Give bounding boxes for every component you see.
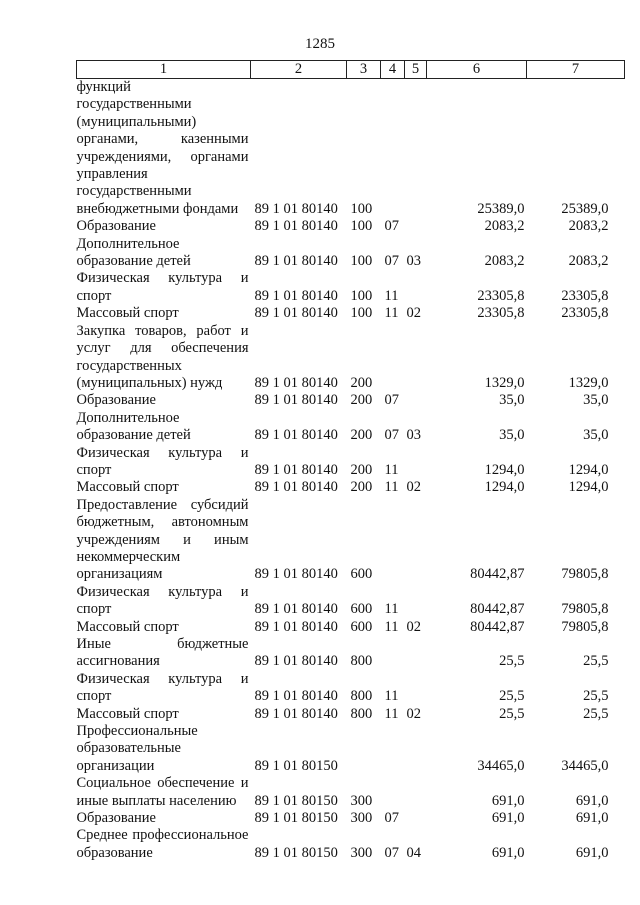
row-section: 11 [384,601,399,618]
budget-table [76,60,625,862]
row-subsection: 03 [406,253,421,270]
table-row [77,706,625,723]
row-section: 07 [384,253,399,270]
row-code: 89 1 01 80140 [254,688,338,705]
row-amount-1: 23305,8 [477,305,525,322]
row-code: 89 1 01 80140 [254,305,338,322]
row-expense-type: 100 [350,287,373,304]
table-row [77,236,625,271]
table-row [77,584,625,619]
row-name: Закупка товаров, работ и услуг для обеспечения государственных (муниципальных) нужд [76,322,249,391]
row-subsection: 02 [406,479,421,496]
row-amount-1: 691,0 [491,810,525,827]
table-row [77,810,625,827]
row-subsection [405,218,427,235]
row-subsection [405,775,427,810]
row-amount-1: 1329,0 [484,374,525,391]
row-code: 89 1 01 80150 [254,844,338,861]
table-row [77,392,625,409]
row-expense-type: 200 [350,461,373,478]
row-amount-1: 1294,0 [484,461,525,478]
row-section: 11 [384,305,399,322]
table-row [77,270,625,305]
row-subsection [405,636,427,671]
row-section: 07 [384,810,399,827]
row-amount-2: 35,0 [583,427,609,444]
page-number: 1285 [305,36,335,52]
row-code: 89 1 01 80140 [254,287,338,304]
row-name: функций государственными (муниципальными) органами, казенными учреждениями, органами управления государственными внебюджетными фондами [76,79,249,217]
row-section: 11 [384,461,399,478]
row-expense-type: 300 [350,810,373,827]
row-code: 89 1 01 80140 [254,461,338,478]
row-amount-2: 691,0 [575,792,609,809]
row-name: Физическая культура и спорт [76,444,249,478]
row-code: 89 1 01 80140 [254,618,338,635]
row-amount-2: 2083,2 [568,218,609,235]
row-expense-type: 200 [350,392,373,409]
row-subsection: 04 [406,844,421,861]
row-expense-type: 200 [350,427,373,444]
row-code: 89 1 01 80140 [254,653,338,670]
row-subsection: 03 [406,427,421,444]
row-subsection [405,270,427,305]
row-amount-2: 1294,0 [568,479,609,496]
row-subsection [405,810,427,827]
row-subsection [405,445,427,480]
row-name: Физическая культура и спорт [76,583,249,618]
row-name: Предоставление субсидий бюджетным, автономным учреждениям и иным некоммерческим организациям [76,496,249,583]
row-name: Массовый спорт [76,618,179,635]
row-subsection: 02 [406,305,421,322]
row-amount-2: 691,0 [575,844,609,861]
row-amount-1: 23305,8 [477,287,525,304]
row-section: 11 [384,479,399,496]
table-body [77,79,625,863]
row-expense-type: 100 [350,218,373,235]
row-amount-2: 79805,8 [561,618,609,635]
row-code: 89 1 01 80140 [254,601,338,618]
row-name: Образование [76,810,156,827]
row-expense-type: 600 [350,618,373,635]
row-expense-type: 800 [350,688,373,705]
row-amount-1: 35,0 [499,392,525,409]
column-header-3: 3 [347,61,381,79]
row-expense-type: 200 [350,374,373,391]
row-name: Массовый спорт [76,479,179,496]
row-code: 89 1 01 80140 [254,374,338,391]
row-code: 89 1 01 80150 [254,810,338,827]
row-amount-2: 79805,8 [561,566,609,583]
row-subsection [405,497,427,584]
row-section: 11 [384,705,399,722]
row-expense-type: 100 [350,200,373,217]
row-section: 11 [384,287,399,304]
row-amount-1: 1294,0 [484,479,525,496]
table-row [77,775,625,810]
row-amount-2: 691,0 [575,810,609,827]
row-name: Дополнительное образование детей [76,235,191,270]
table-row [77,445,625,480]
row-name: Образование [76,392,156,409]
table-row [77,723,625,775]
row-name: Дополнительное образование детей [76,409,191,444]
row-amount-1: 691,0 [491,844,525,861]
table-row [77,636,625,671]
row-expense-type: 600 [350,566,373,583]
column-header-1: 1 [77,61,251,79]
row-amount-1: 2083,2 [484,218,525,235]
row-expense-type: 800 [350,653,373,670]
row-code: 89 1 01 80140 [254,218,338,235]
row-expense-type: 600 [350,601,373,618]
row-expense-type [347,723,381,775]
row-subsection: 02 [406,618,421,635]
row-section: 11 [384,688,399,705]
table-row [77,827,625,862]
row-name: Среднее профессиональное образование [76,827,249,861]
row-amount-2: 25,5 [583,705,609,722]
row-amount-1: 25,5 [499,688,525,705]
row-amount-2: 1329,0 [568,374,609,391]
table-row [77,410,625,445]
row-section [381,497,405,584]
column-header-4: 4 [381,61,405,79]
row-amount-2: 1294,0 [568,461,609,478]
row-section [381,775,405,810]
table-row [77,671,625,706]
row-section [381,79,405,219]
row-section: 07 [384,844,399,861]
table-row [77,79,625,219]
table-row [77,323,625,393]
row-name: Профессиональные образовательные организации [76,723,198,774]
row-amount-1: 35,0 [499,427,525,444]
row-section: 07 [384,392,399,409]
row-amount-1: 25,5 [499,705,525,722]
row-amount-2: 79805,8 [561,601,609,618]
row-amount-2: 25389,0 [561,200,609,217]
row-code: 89 1 01 80140 [254,705,338,722]
row-expense-type: 300 [350,792,373,809]
column-header-2: 2 [251,61,347,79]
row-amount-1: 25,5 [499,653,525,670]
row-subsection [405,584,427,619]
table-row [77,497,625,584]
table-row [77,305,625,322]
row-amount-1: 80442,87 [470,566,525,583]
row-code: 89 1 01 80150 [254,792,338,809]
row-subsection [405,723,427,775]
row-section: 07 [384,427,399,444]
row-subsection [405,79,427,219]
row-amount-2: 23305,8 [561,305,609,322]
row-section: 07 [384,218,399,235]
row-name: Иные бюджетные ассигнования [76,636,249,670]
row-expense-type: 100 [350,253,373,270]
row-code: 89 1 01 80140 [254,427,338,444]
row-section [381,323,405,393]
row-amount-1: 80442,87 [470,618,525,635]
row-amount-2: 23305,8 [561,287,609,304]
row-name: Физическая культура и спорт [76,670,249,705]
row-section: 11 [384,618,399,635]
row-code: 89 1 01 80140 [254,479,338,496]
row-amount-2: 25,5 [583,653,609,670]
row-subsection: 02 [406,705,421,722]
row-amount-1: 691,0 [491,792,525,809]
row-subsection [405,323,427,393]
row-code: 89 1 01 80140 [254,253,338,270]
row-name: Образование [76,218,156,235]
row-amount-1: 2083,2 [484,253,525,270]
row-code: 89 1 01 80140 [254,566,338,583]
row-code: 89 1 01 80140 [254,392,338,409]
table-header-row [77,61,625,79]
row-amount-2: 35,0 [583,392,609,409]
table-row [77,479,625,496]
row-code: 89 1 01 80150 [254,757,338,774]
column-header-7: 7 [527,61,625,79]
row-section [381,723,405,775]
row-amount-2: 2083,2 [568,253,609,270]
row-subsection [405,392,427,409]
row-amount-2: 34465,0 [561,757,609,774]
row-name: Физическая культура и спорт [76,270,249,304]
row-amount-1: 80442,87 [470,601,525,618]
row-amount-1: 34465,0 [477,757,525,774]
row-code: 89 1 01 80140 [254,200,338,217]
row-name: Социальное обеспечение и иные выплаты населению [76,775,249,809]
row-section [381,636,405,671]
row-expense-type: 100 [350,305,373,322]
row-subsection [405,671,427,706]
row-name: Массовый спорт [76,305,179,322]
row-expense-type: 300 [350,844,373,861]
row-name: Массовый спорт [76,705,179,722]
table-row [77,218,625,235]
row-expense-type: 800 [350,705,373,722]
column-header-6: 6 [427,61,527,79]
row-amount-2: 25,5 [583,688,609,705]
row-amount-1: 25389,0 [477,200,525,217]
row-expense-type: 200 [350,479,373,496]
table-row [77,619,625,636]
column-header-5: 5 [405,61,427,79]
